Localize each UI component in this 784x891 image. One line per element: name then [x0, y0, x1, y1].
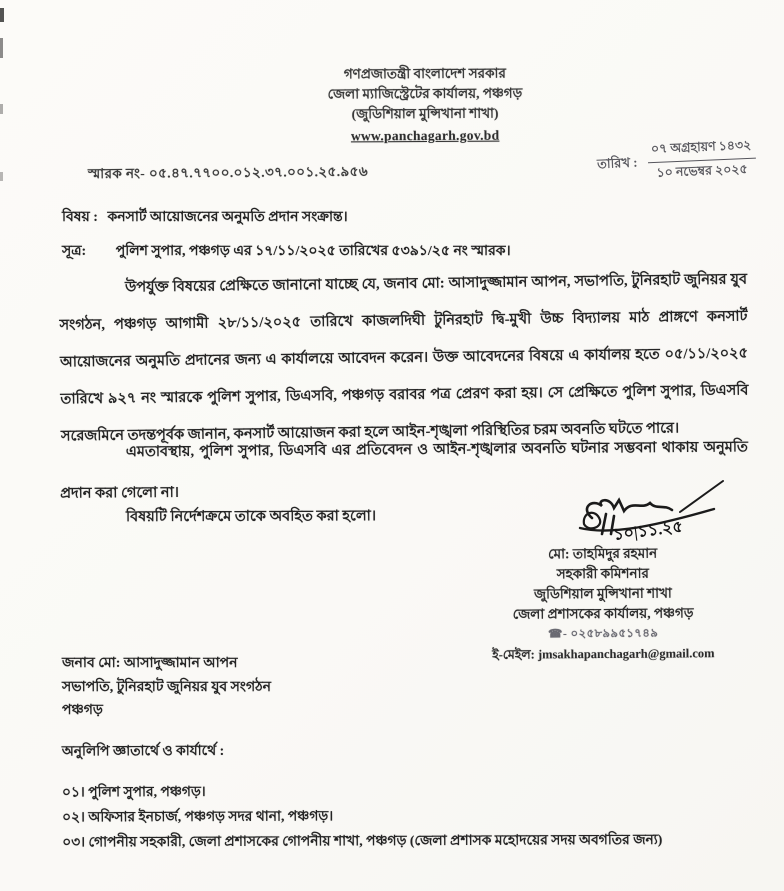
signer-office: জেলা প্রশাসকের কার্যালয়, পঞ্চগড়: [512, 605, 694, 622]
date-gregorian: ১০ নভেম্বর ২০২৫: [656, 162, 749, 180]
signer-email: [438, 643, 768, 665]
cc-item: ০২। অফিসার ইনচার্জ, পঞ্চগড় সদর থানা, পঞ্চগড়।: [62, 808, 334, 825]
memo-number: স্মারক নং- ০৫.৪৭.৭৭০০.০১২.৩৭.০০১.২৫.৯৫৬: [87, 163, 369, 182]
letterhead-website-link: www.panchagarh.gov.bd: [350, 127, 500, 144]
cc-section: [62, 736, 754, 854]
subject-line: [62, 205, 348, 229]
signer-block: [438, 543, 769, 665]
letterhead-branch: (জুডিশিয়াল মুন্সিখানা শাখা): [351, 105, 499, 122]
handwritten-signature: [562, 478, 732, 550]
signer-branch: জুডিশিয়াল মুন্সিখানা শাখা: [533, 585, 672, 602]
phone-icon: ☎: [548, 628, 563, 641]
subject-label: বিষয় :: [62, 210, 98, 225]
addressee-district: পঞ্চগড়: [62, 703, 103, 718]
letterhead-government: গণপ্রজাতন্ত্রী বাংলাদেশ সরকার: [343, 65, 506, 82]
scan-artifact: [0, 172, 3, 181]
cc-heading: অনুলিপি জ্ঞাতার্থে ও কার্যার্থে :: [61, 742, 225, 759]
scan-artifact: [0, 38, 3, 58]
signer-designation: সহকারী কমিশনার: [556, 565, 649, 582]
body-paragraph-1: উপর্যুক্ত বিষয়ের প্রেক্ষিতে জানানো যাচ্ছে যে, জনাব মো: আসাদুজ্জামান আপন, সভাপতি, টুনিরহাট জুনিয়র যুব সংগঠন, পঞ্চগড় আগামী ২৮/১১/২০২৫ তারিখে কাজলদিঘী টুনিরহাট দ্বি-মুখী উচ্চ বিদ্যালয় মাঠ প্রাঙ্গণে কনসার্ট আয়োজনের অনুমতি প্রদানের জন্য এ কার্যালয়ে আবেদন করেন। উক্ত আবেদনের বিষয়ে এ কার্যালয় হতে ০৫/১১/২০২৫ তারিখে ৯২৭ নং স্মারকে পুলিশ সুপার, ডিএসবি, পঞ্চগড় বরাবর পত্র প্রেরণ করা হয়। সে প্রেক্ষিতে পুলিশ সুপার, ডিএসবি সরেজমিনে তদন্তপূর্বক জানান, কনসার্ট আয়োজন করা হলে আইন-শৃঙ্খলা পরিস্থিতির চরম অবনতি ঘটতে পারে।: [59, 271, 749, 445]
phone-number: - ০২৫৮৯৯৫১৭৪৯: [562, 627, 659, 641]
addressee-block: [62, 652, 271, 723]
body-paragraph-2: এমতাবস্থায়, পুলিশ সুপার, ডিএসবি এর প্রতিবেদন ও আইন-শৃঙ্খলার অবনতি ঘটনার সম্ভবনা থাকায় অনুমতি প্রদান করা গেলো না।: [60, 439, 748, 502]
email-label: ই-মেইল:: [492, 647, 535, 662]
reference-line: [62, 239, 511, 263]
signer-name: মো: তাহমিদুর রহমান: [548, 545, 658, 562]
date-bangla: ০৭ অগ্রহায়ণ ১৪৩২: [647, 137, 756, 164]
addressee-title: সভাপতি, টুনিরহাট জুনিয়র যুব সংগঠন: [62, 679, 271, 695]
reference-label: সূত্র:: [62, 244, 87, 259]
addressee-name: জনাব মো: আসাদুজ্জামান আপন: [62, 656, 238, 671]
letterhead: [0, 62, 784, 148]
scan-artifact: [0, 8, 4, 22]
cc-item: ০১। পুলিশ সুপার, পঞ্চগড়।: [61, 783, 206, 800]
cc-item: ০৩। গোপনীয় সহকারী, জেলা প্রশাসকের গোপনীয় শাখা, পঞ্চগড় (জেলা প্রশাসক মহোদয়ের সদয় অবগতির জন্য): [62, 831, 663, 850]
letterhead-office: জেলা ম্যাজিস্ট্রেটের কার্যালয়, পঞ্চগড়: [327, 85, 523, 102]
date-block: [596, 137, 757, 188]
signature-date: ১০|১১.২৫: [612, 518, 684, 544]
signer-phone: [438, 623, 768, 645]
date-value: [647, 137, 757, 185]
email-address: jmsakhapanchagarh@gmail.com: [537, 646, 715, 662]
body-paragraph-3: বিষয়টি নির্দেশক্রমে তাকে অবহিত করা হলো।: [125, 508, 377, 526]
date-label: তারিখ :: [596, 154, 638, 171]
reference-text: পুলিশ সুপার, পঞ্চগড় এর ১৭/১১/২০২৫ তারিখের ৫৩৯১/২৫ নং স্মারক।: [115, 244, 511, 259]
subject-text: কনসার্ট আয়োজনের অনুমতি প্রদান সংক্রান্ত।: [107, 210, 348, 225]
